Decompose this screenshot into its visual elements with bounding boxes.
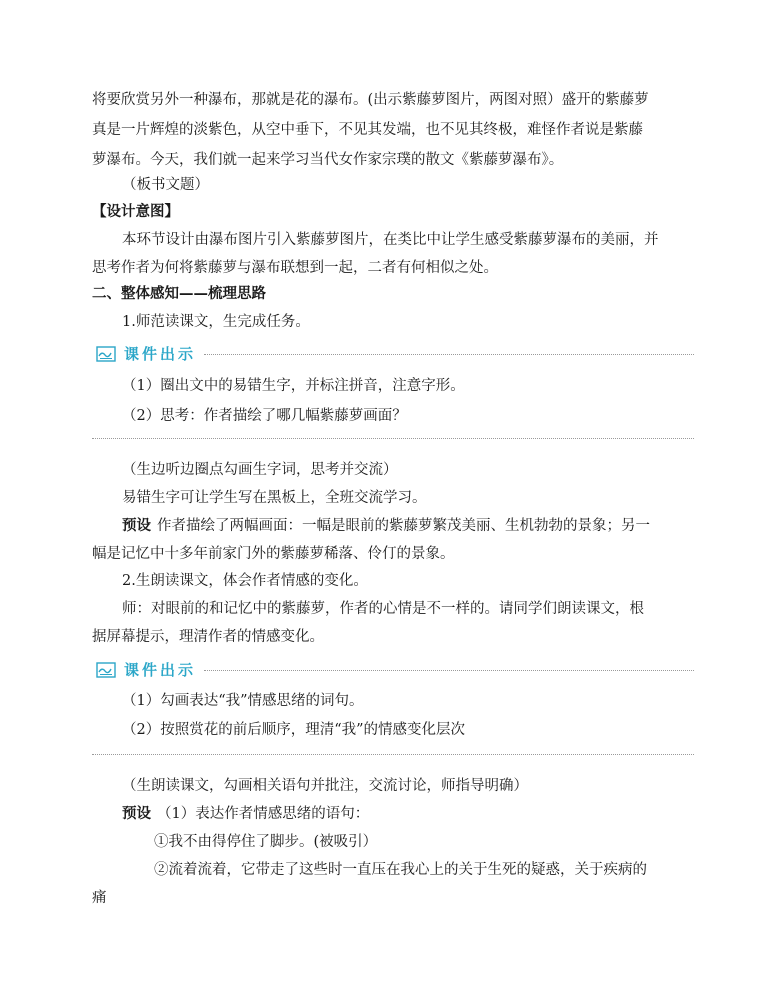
preset-line [122, 804, 722, 824]
dotted-separator [92, 754, 694, 755]
intro-line-3: 萝瀑布。今天，我们就一起来学习当代女作家宗璞的散文《紫藤萝瀑布》。 [92, 152, 564, 168]
activity-note: （生朗读课文，勾画相关语句并批注，交流讨论，师指导明确） [122, 778, 528, 794]
preset-line-1 [122, 516, 722, 536]
preset-text: 作者描绘了两幅画面：一幅是眼前的紫藤萝繁茂美丽、生机勃勃的景象；另一 [157, 518, 650, 534]
dotted-rule [204, 670, 694, 671]
activity-tip: 易错生字可让学生写在黑板上，全班交流学习。 [122, 490, 427, 506]
courseware-title: 课件出示 [124, 661, 197, 679]
courseware-item: （1）圈出文中的易错生字，并标注拼音，注意字形。 [122, 378, 465, 394]
preset-label: 预设 [122, 518, 151, 534]
courseware-item: （1）勾画表达“我”情感思绪的词句。 [122, 693, 364, 709]
dotted-separator [92, 438, 694, 439]
board-note: （板书文题） [122, 177, 209, 193]
teacher-line-1: 师：对眼前的和记忆中的紫藤萝，作者的心情是不一样的。请同学们朗读课文，根 [122, 601, 644, 617]
intro-line-2: 真是一片辉煌的淡紫色，从空中垂下，不见其发端，也不见其终极，难怪作者说是紫藤 [92, 122, 643, 138]
teacher-line-2: 据屏幕提示，理清作者的情感变化。 [92, 629, 324, 645]
courseware-title: 课件出示 [124, 345, 197, 363]
design-intent-line-1: 本环节设计由瀑布图片引入紫藤萝图片，在类比中让学生感受紫藤萝瀑布的美丽，并 [122, 232, 659, 248]
courseware-banner-1 [96, 343, 694, 365]
courseware-item: （2）思考：作者描绘了哪几幅紫藤萝画面？ [122, 408, 407, 424]
section-heading: 二、整体感知——梳理思路 [92, 286, 266, 302]
activity-note: （生边听边圈点勾画生字词，思考并交流） [122, 462, 398, 478]
preset-label: 预设 [122, 806, 151, 822]
design-intent-line-2: 思考作者为何将紫藤萝与瀑布联想到一起，二者有何相似之处。 [92, 260, 498, 276]
quote-1: ①我不由得停住了脚步。(被吸引） [154, 834, 378, 850]
preset-text: （1）表达作者情感思绪的语句： [157, 806, 370, 822]
quote-2-line-2: 痛 [92, 890, 107, 906]
preset-line-2: 幅是记忆中十多年前家门外的紫藤萝稀落、伶仃的景象。 [92, 546, 455, 562]
dotted-rule [204, 354, 694, 355]
intro-line-1: 将要欣赏另外一种瀑布，那就是花的瀑布。(出示紫藤萝图片，两图对照）盛开的紫藤萝 [92, 92, 649, 108]
design-intent-heading: 【设计意图】 [92, 204, 179, 220]
step-1: 1.师范读课文，生完成任务。 [122, 314, 310, 330]
courseware-icon [96, 662, 116, 678]
quote-2-line-1: ②流着流着，它带走了这些时一直压在我心上的关于生死的疑惑，关于疾病的 [154, 862, 647, 878]
step-2: 2.生朗读课文，体会作者情感的变化。 [122, 573, 368, 589]
courseware-item: （2）按照赏花的前后顺序，理清“我”的情感变化层次 [122, 722, 466, 738]
courseware-icon [96, 346, 116, 362]
courseware-banner-2 [96, 659, 694, 681]
